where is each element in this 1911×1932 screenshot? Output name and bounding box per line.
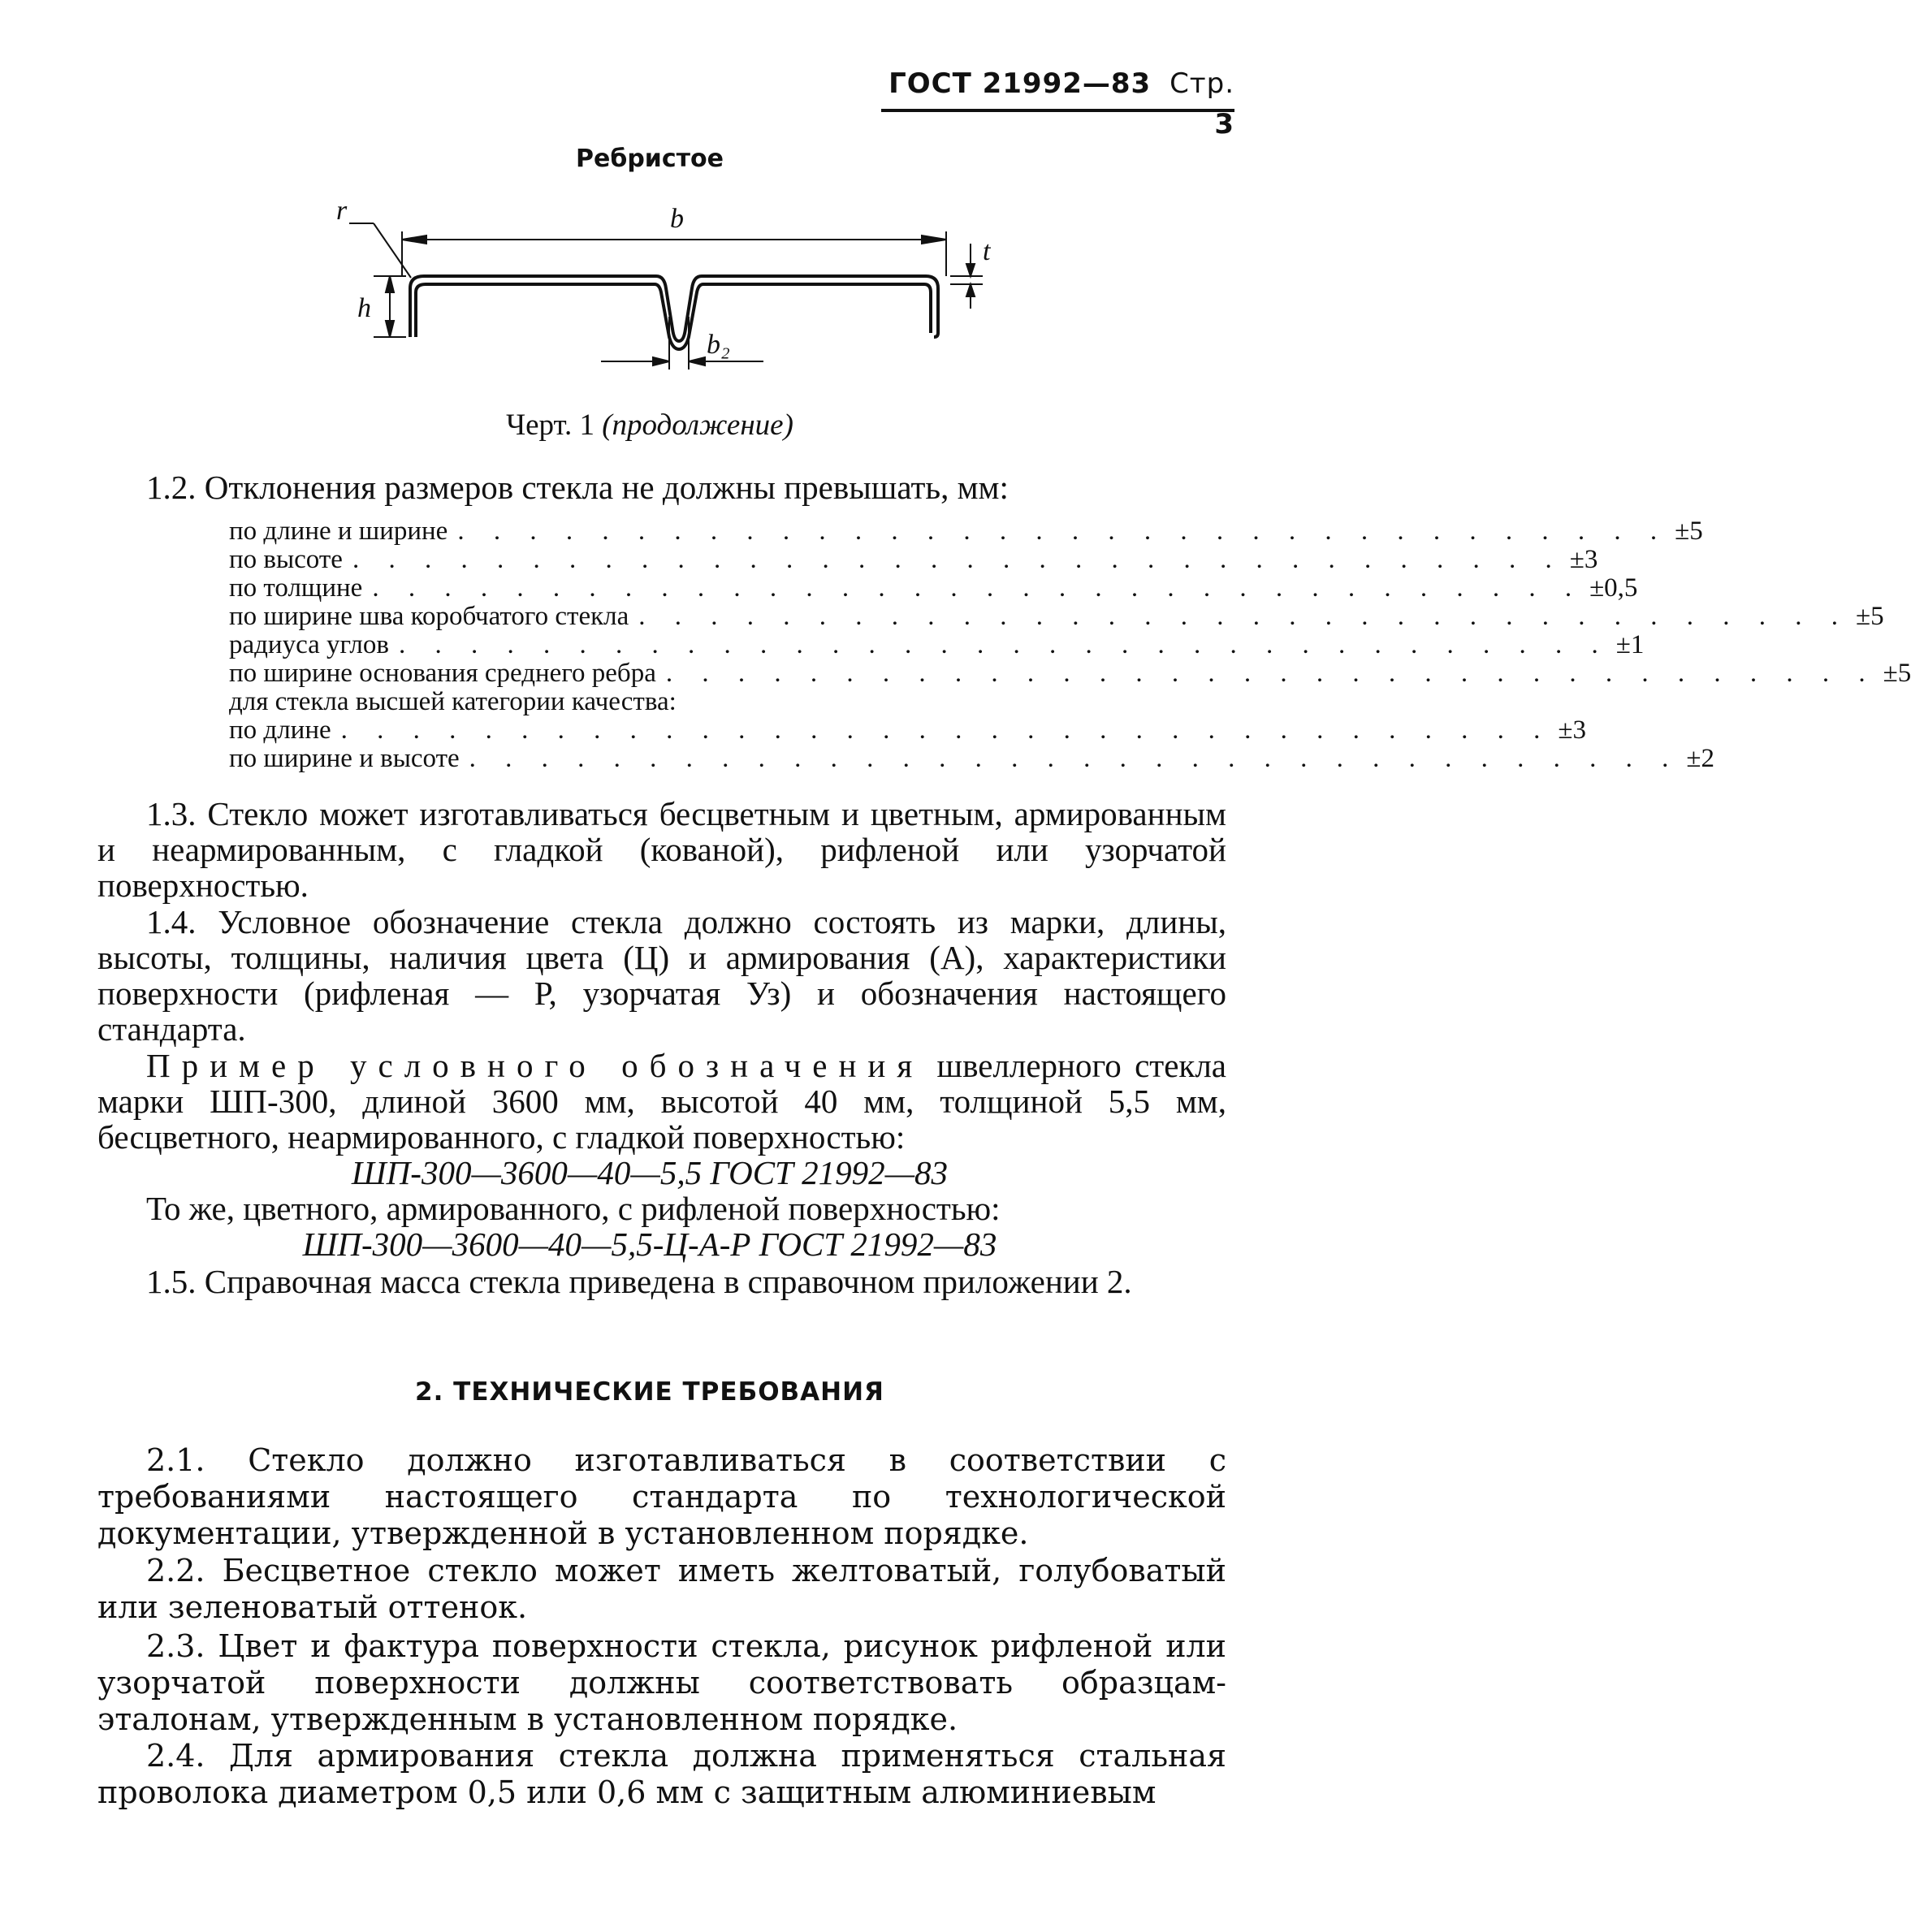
tolerance-row: по длине и ширине . . . . . . . . . . . . . . . . . . . . . . . . . . . . . . . . . . ±5: [229, 516, 1703, 546]
tolerance-subheading: [229, 687, 1106, 715]
label-t: t: [983, 236, 991, 266]
tolerance-row: радиуса углов . . . . . . . . . . . . . . . . . . . . . . . . . . . . . . . . . . ±1: [229, 630, 1645, 659]
example-heading: Пример условного обозначения: [146, 1047, 924, 1084]
tolerance-label: по ширине основания среднего ребра: [229, 659, 656, 688]
example-paragraph: [97, 1048, 1226, 1155]
tolerance-label: по толщине: [229, 573, 363, 603]
clause-1-3: 1.3. Стекло может изготавливаться бесцветным и цветным, армированным и неармированным, с гладкой (кованой), рифленой или узорчатой поверхностью.: [97, 795, 1226, 904]
section-2-title: 2. ТЕХНИЧЕСКИЕ ТРЕБОВАНИЯ: [415, 1377, 884, 1407]
tolerance-label: по длине и ширине: [229, 516, 448, 546]
tolerance-row: по длине . . . . . . . . . . . . . . . . . . . . . . . . . . . . . . . . . . ±3: [229, 715, 1587, 745]
gost-number: ГОСТ 21992—83: [888, 67, 1152, 100]
tolerance-row: по ширине основания среднего ребра . . . . . . . . . . . . . . . . . . . . . . . . . . . . . . . . . . ±5: [229, 659, 1911, 688]
tolerance-value: ±5: [1856, 602, 1884, 631]
page-number: 3: [1214, 108, 1234, 140]
figure-caption: [0, 408, 1299, 443]
ribbed-profile-drawing: [325, 195, 1023, 398]
clause-2-1: 2.1. Стекло должно изготавливаться в соответствии с требованиями настоящего стандарта по технологической документации, утвержденной в установленном порядке.: [97, 1442, 1226, 1551]
label-b: b: [670, 204, 684, 234]
tolerance-value: ±2: [1686, 744, 1715, 773]
same-colored-line: То же, цветного, армированного, с рифленой поверхностью:: [146, 1190, 1001, 1227]
tolerance-value: ±0,5: [1589, 573, 1638, 603]
profile-caption: Ребристое: [576, 145, 724, 173]
tolerance-list: [229, 516, 1911, 773]
tolerance-label: по длине: [229, 715, 331, 745]
tolerance-label: радиуса углов: [229, 630, 389, 659]
clause-1-5: 1.5. Справочная масса стекла приведена в справочном приложении 2.: [146, 1263, 1132, 1300]
page-header: [881, 63, 1234, 140]
tolerance-row: по ширине и высоте . . . . . . . . . . . . . . . . . . . . . . . . . . . . . . . . . . ±2: [229, 744, 1715, 773]
tolerance-value: ±3: [1569, 545, 1598, 574]
clause-2-3: 2.3. Цвет и фактура поверхности стекла, рисунок рифленой или узорчатой поверхности должны соответствовать образцам-эталонам, утвержденным в установленном порядке.: [97, 1628, 1226, 1737]
tolerance-label: для стекла высшей категории качества:: [229, 687, 677, 716]
label-h: h: [357, 293, 371, 323]
tolerance-value: ±3: [1558, 715, 1587, 745]
figure-caption-italic: (продолжение): [602, 408, 793, 442]
tolerance-value: ±5: [1883, 659, 1911, 688]
tolerance-row: по толщине . . . . . . . . . . . . . . . . . . . . . . . . . . . . . . . . . . ±0,5: [229, 573, 1638, 603]
clause-2-4: 2.4. Для армирования стекла должна применяться стальная проволока диаметром 0,5 или 0,6 мм с защитным алюминиевым: [97, 1738, 1226, 1810]
tolerance-value: ±5: [1675, 516, 1703, 546]
profile-inner-line: [416, 284, 931, 349]
clause-2-2: 2.2. Бесцветное стекло может иметь желтоватый, голубоватый или зеленоватый оттенок.: [97, 1553, 1226, 1625]
tolerance-label: по ширине и высоте: [229, 744, 460, 773]
figure-caption-text: Черт. 1: [506, 408, 594, 442]
example-text: швеллерного стекла марки ШП-300, длиной 3600 мм, высотой 40 мм, толщиной 5,5 мм, бесцветного, неармированного, с гладкой поверхностью:: [97, 1047, 1226, 1156]
tolerance-row: по высоте . . . . . . . . . . . . . . . . . . . . . . . . . . . . . . . . . . ±3: [229, 545, 1598, 574]
clause-1-2: 1.2. Отклонения размеров стекла не должны превышать, мм:: [146, 469, 1009, 506]
tolerance-value: ±1: [1615, 630, 1645, 659]
label-b2: b₂: [707, 330, 730, 360]
page-word: Стр.: [1170, 67, 1234, 100]
clause-1-4: 1.4. Условное обозначение стекла должно состоять из марки, длины, высоты, толщины, наличия цвета (Ц) и армирования (А), характеристики поверхности (рифленая — Р, узорчатая Уз) и обозначения настоящего стандарта.: [97, 903, 1226, 1048]
designation-example-2: ШП-300—3600—40—5,5-Ц-А-Р ГОСТ 21992—83: [302, 1225, 997, 1263]
designation-example-1: ШП-300—3600—40—5,5 ГОСТ 21992—83: [351, 1154, 949, 1191]
tolerance-row: по ширине шва коробчатого стекла . . . . . . . . . . . . . . . . . . . . . . . . . . . . . . . . . . ±5: [229, 602, 1884, 631]
tolerance-label: по ширине шва коробчатого стекла: [229, 602, 629, 631]
tolerance-label: по высоте: [229, 545, 343, 574]
label-r: r: [336, 196, 348, 226]
